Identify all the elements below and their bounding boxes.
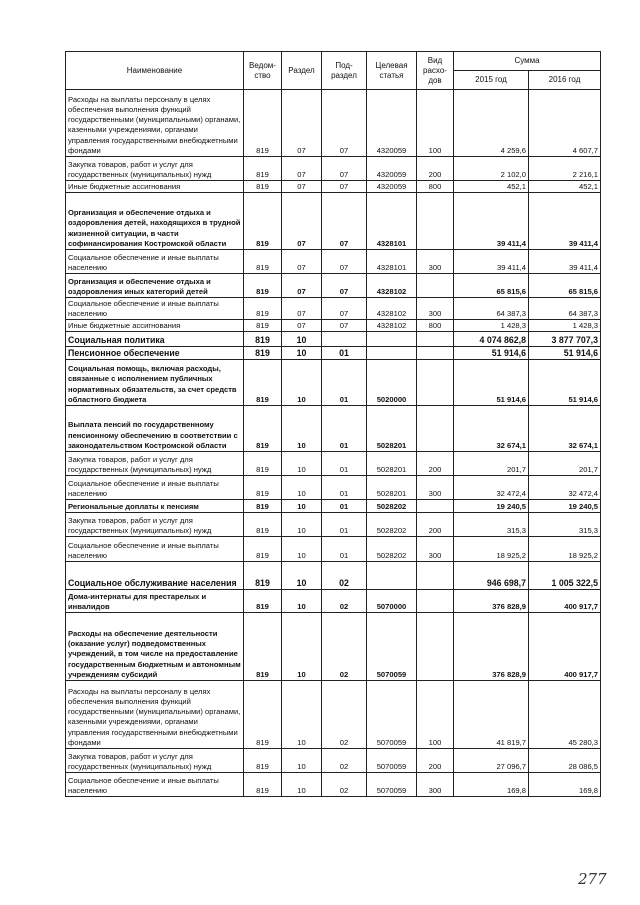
- table-body: [66, 90, 601, 797]
- cell-name: Социальное обеспечение и иные выплаты населению: [66, 250, 244, 274]
- cell-name: Иные бюджетные ассигнования: [66, 320, 244, 332]
- cell-name: Дома-интернаты для престарелых и инвалидов: [66, 590, 244, 613]
- cell-vid-rashodov: [417, 500, 454, 513]
- cell-podrazdel: 07: [322, 298, 367, 320]
- cell-sum-2016: 28 086,5: [529, 749, 601, 773]
- cell-sum-2016: 32 674,1: [529, 406, 601, 452]
- cell-razdel: 10: [282, 452, 322, 476]
- cell-sum-2015: 4 259,6: [454, 90, 529, 157]
- cell-sum-2016: 45 280,3: [529, 681, 601, 749]
- cell-vid-rashodov: [417, 347, 454, 360]
- cell-sum-2015: 41 819,7: [454, 681, 529, 749]
- cell-podrazdel: [322, 332, 367, 347]
- cell-razdel: 10: [282, 513, 322, 537]
- cell-celevaya-statya: 5028201: [367, 406, 417, 452]
- cell-vid-rashodov: [417, 590, 454, 613]
- cell-podrazdel: 02: [322, 773, 367, 797]
- cell-vedomstvo: 819: [244, 320, 282, 332]
- cell-podrazdel: 07: [322, 250, 367, 274]
- cell-razdel: 10: [282, 681, 322, 749]
- table-row: [66, 360, 601, 406]
- cell-razdel: 10: [282, 562, 322, 590]
- header-razdel: Раздел: [282, 52, 322, 90]
- cell-celevaya-statya: 5020000: [367, 360, 417, 406]
- cell-vid-rashodov: 300: [417, 250, 454, 274]
- cell-name: Расходы на выплаты персоналу в целях обеспечения выполнения функций государственными (муниципальными) органами, казенными учреждениями, органами управления государственными внебюджетными фондами: [66, 681, 244, 749]
- cell-razdel: 10: [282, 537, 322, 562]
- cell-podrazdel: 07: [322, 157, 367, 181]
- cell-sum-2015: 169,8: [454, 773, 529, 797]
- cell-name: Социальное обеспечение и иные выплаты населению: [66, 537, 244, 562]
- cell-podrazdel: 07: [322, 181, 367, 193]
- table-row: [66, 476, 601, 500]
- cell-sum-2016: 18 925,2: [529, 537, 601, 562]
- cell-name: Социальная помощь, включая расходы, связанные с исполнением публичных нормативных обязательств, за счет средств областного бюджета: [66, 360, 244, 406]
- cell-sum-2015: 201,7: [454, 452, 529, 476]
- cell-vedomstvo: 819: [244, 681, 282, 749]
- cell-celevaya-statya: 5070059: [367, 613, 417, 681]
- cell-sum-2016: 400 917,7: [529, 590, 601, 613]
- table-row: [66, 406, 601, 452]
- cell-name: Выплата пенсий по государственному пенсионному обеспечению в соответствии с законодательством Костромской области: [66, 406, 244, 452]
- cell-name: Организация и обеспечение отдыха и оздоровления иных категорий детей: [66, 274, 244, 298]
- cell-vid-rashodov: [417, 562, 454, 590]
- cell-vid-rashodov: 800: [417, 181, 454, 193]
- cell-celevaya-statya: 5070059: [367, 681, 417, 749]
- cell-vedomstvo: 819: [244, 590, 282, 613]
- table-row: [66, 250, 601, 274]
- cell-celevaya-statya: 5070059: [367, 773, 417, 797]
- cell-vedomstvo: 819: [244, 193, 282, 250]
- header-vedomstvo: Ведом-ство: [244, 52, 282, 90]
- cell-vedomstvo: 819: [244, 613, 282, 681]
- table-row: [66, 320, 601, 332]
- cell-sum-2016: 400 917,7: [529, 613, 601, 681]
- table-row: [66, 332, 601, 347]
- cell-sum-2015: 65 815,6: [454, 274, 529, 298]
- cell-celevaya-statya: 5070000: [367, 590, 417, 613]
- cell-podrazdel: 02: [322, 749, 367, 773]
- cell-vedomstvo: 819: [244, 513, 282, 537]
- cell-sum-2015: 19 240,5: [454, 500, 529, 513]
- cell-vid-rashodov: 200: [417, 157, 454, 181]
- cell-sum-2015: 376 828,9: [454, 613, 529, 681]
- cell-name: Расходы на обеспечение деятельности (оказание услуг) подведомственных учреждений, в том числе на предоставление государственным бюджетным и автономным учреждениям субсидий: [66, 613, 244, 681]
- cell-celevaya-statya: 4328102: [367, 274, 417, 298]
- cell-razdel: 10: [282, 749, 322, 773]
- table-row: [66, 513, 601, 537]
- cell-razdel: 10: [282, 347, 322, 360]
- cell-sum-2016: 2 216,1: [529, 157, 601, 181]
- cell-sum-2015: 39 411,4: [454, 250, 529, 274]
- cell-podrazdel: 01: [322, 406, 367, 452]
- cell-sum-2016: 65 815,6: [529, 274, 601, 298]
- cell-vedomstvo: 819: [244, 406, 282, 452]
- cell-razdel: 07: [282, 298, 322, 320]
- cell-name: Социальное обеспечение и иные выплаты населению: [66, 476, 244, 500]
- cell-podrazdel: 02: [322, 613, 367, 681]
- cell-razdel: 07: [282, 274, 322, 298]
- cell-vid-rashodov: [417, 613, 454, 681]
- cell-podrazdel: 07: [322, 320, 367, 332]
- cell-sum-2015: 27 096,7: [454, 749, 529, 773]
- cell-vedomstvo: 819: [244, 773, 282, 797]
- cell-razdel: 10: [282, 773, 322, 797]
- cell-podrazdel: 07: [322, 193, 367, 250]
- cell-celevaya-statya: [367, 347, 417, 360]
- cell-sum-2015: 452,1: [454, 181, 529, 193]
- cell-sum-2015: 946 698,7: [454, 562, 529, 590]
- cell-celevaya-statya: 5028201: [367, 452, 417, 476]
- table-row: [66, 193, 601, 250]
- cell-sum-2016: 3 877 707,3: [529, 332, 601, 347]
- cell-podrazdel: 01: [322, 360, 367, 406]
- cell-vedomstvo: 819: [244, 500, 282, 513]
- cell-sum-2016: 39 411,4: [529, 250, 601, 274]
- cell-celevaya-statya: 4320059: [367, 181, 417, 193]
- cell-name: Социальная политика: [66, 332, 244, 347]
- page-number: 277: [578, 870, 607, 888]
- cell-celevaya-statya: 5028201: [367, 476, 417, 500]
- cell-razdel: 10: [282, 476, 322, 500]
- cell-vedomstvo: 819: [244, 452, 282, 476]
- cell-sum-2015: 39 411,4: [454, 193, 529, 250]
- table-row: [66, 157, 601, 181]
- table-row: [66, 347, 601, 360]
- cell-podrazdel: 01: [322, 500, 367, 513]
- cell-vedomstvo: 819: [244, 562, 282, 590]
- cell-celevaya-statya: [367, 332, 417, 347]
- cell-sum-2016: 4 607,7: [529, 90, 601, 157]
- cell-podrazdel: 01: [322, 476, 367, 500]
- cell-vid-rashodov: [417, 274, 454, 298]
- cell-razdel: 07: [282, 90, 322, 157]
- cell-sum-2015: 376 828,9: [454, 590, 529, 613]
- cell-podrazdel: 07: [322, 274, 367, 298]
- header-2016: 2016 год: [529, 71, 601, 90]
- cell-name: Социальное обеспечение и иные выплаты населению: [66, 773, 244, 797]
- cell-name: Социальное обслуживание населения: [66, 562, 244, 590]
- table-row: [66, 773, 601, 797]
- cell-podrazdel: 01: [322, 452, 367, 476]
- cell-vid-rashodov: 100: [417, 681, 454, 749]
- header-summa: Сумма: [454, 52, 601, 71]
- cell-celevaya-statya: 4328102: [367, 320, 417, 332]
- cell-name: Закупка товаров, работ и услуг для государственных (муниципальных) нужд: [66, 513, 244, 537]
- cell-name: Региональные доплаты к пенсиям: [66, 500, 244, 513]
- cell-vedomstvo: 819: [244, 360, 282, 406]
- cell-razdel: 07: [282, 193, 322, 250]
- cell-sum-2016: 201,7: [529, 452, 601, 476]
- cell-vedomstvo: 819: [244, 537, 282, 562]
- cell-vid-rashodov: [417, 360, 454, 406]
- cell-vid-rashodov: [417, 332, 454, 347]
- cell-podrazdel: 07: [322, 90, 367, 157]
- header-celevaya: Целевая статья: [367, 52, 417, 90]
- cell-sum-2016: 452,1: [529, 181, 601, 193]
- cell-vedomstvo: 819: [244, 476, 282, 500]
- table-row: [66, 537, 601, 562]
- cell-sum-2016: 64 387,3: [529, 298, 601, 320]
- cell-name: Социальное обеспечение и иные выплаты населению: [66, 298, 244, 320]
- cell-celevaya-statya: 4320059: [367, 90, 417, 157]
- cell-vid-rashodov: 300: [417, 537, 454, 562]
- cell-sum-2016: 1 005 322,5: [529, 562, 601, 590]
- cell-name: Закупка товаров, работ и услуг для государственных (муниципальных) нужд: [66, 157, 244, 181]
- cell-vid-rashodov: 100: [417, 90, 454, 157]
- table-row: [66, 452, 601, 476]
- cell-sum-2016: 19 240,5: [529, 500, 601, 513]
- cell-vid-rashodov: 200: [417, 452, 454, 476]
- cell-sum-2015: 64 387,3: [454, 298, 529, 320]
- cell-name: Расходы на выплаты персоналу в целях обеспечения выполнения функций государственными (муниципальными) органами, казенными учреждениями, органами управления государственными внебюджетными фондами: [66, 90, 244, 157]
- cell-razdel: 10: [282, 590, 322, 613]
- cell-podrazdel: 02: [322, 590, 367, 613]
- budget-table: [65, 51, 601, 797]
- header-2015: 2015 год: [454, 71, 529, 90]
- cell-sum-2016: 32 472,4: [529, 476, 601, 500]
- cell-sum-2015: 4 074 862,8: [454, 332, 529, 347]
- header-name: Наименование: [66, 52, 244, 90]
- cell-vid-rashodov: 200: [417, 513, 454, 537]
- cell-name: Закупка товаров, работ и услуг для государственных (муниципальных) нужд: [66, 452, 244, 476]
- cell-razdel: 10: [282, 406, 322, 452]
- cell-razdel: 07: [282, 181, 322, 193]
- cell-sum-2015: 32 674,1: [454, 406, 529, 452]
- cell-celevaya-statya: 4320059: [367, 157, 417, 181]
- cell-sum-2015: 51 914,6: [454, 360, 529, 406]
- cell-name: Пенсионное обеспечение: [66, 347, 244, 360]
- cell-celevaya-statya: 4328102: [367, 298, 417, 320]
- cell-vid-rashodov: 300: [417, 476, 454, 500]
- table-row: [66, 613, 601, 681]
- cell-sum-2016: 39 411,4: [529, 193, 601, 250]
- table-row: [66, 590, 601, 613]
- table-row: [66, 681, 601, 749]
- cell-vedomstvo: 819: [244, 274, 282, 298]
- cell-podrazdel: 02: [322, 562, 367, 590]
- cell-sum-2015: 51 914,6: [454, 347, 529, 360]
- cell-vedomstvo: 819: [244, 347, 282, 360]
- cell-razdel: 10: [282, 360, 322, 406]
- cell-razdel: 10: [282, 332, 322, 347]
- cell-sum-2015: 2 102,0: [454, 157, 529, 181]
- cell-sum-2016: 51 914,6: [529, 347, 601, 360]
- cell-podrazdel: 01: [322, 537, 367, 562]
- cell-celevaya-statya: 5028202: [367, 500, 417, 513]
- cell-razdel: 10: [282, 613, 322, 681]
- cell-celevaya-statya: 5070059: [367, 749, 417, 773]
- cell-sum-2015: 315,3: [454, 513, 529, 537]
- cell-podrazdel: 01: [322, 347, 367, 360]
- cell-name: Иные бюджетные ассигнования: [66, 181, 244, 193]
- header-vid: Вид расхо-дов: [417, 52, 454, 90]
- cell-razdel: 07: [282, 250, 322, 274]
- cell-razdel: 07: [282, 157, 322, 181]
- cell-sum-2015: 32 472,4: [454, 476, 529, 500]
- table-row: [66, 562, 601, 590]
- cell-sum-2016: 1 428,3: [529, 320, 601, 332]
- cell-sum-2016: 315,3: [529, 513, 601, 537]
- cell-vid-rashodov: 800: [417, 320, 454, 332]
- cell-razdel: 10: [282, 500, 322, 513]
- table-row: [66, 274, 601, 298]
- cell-vid-rashodov: 300: [417, 773, 454, 797]
- cell-vedomstvo: 819: [244, 749, 282, 773]
- table-row: [66, 500, 601, 513]
- cell-vedomstvo: 819: [244, 181, 282, 193]
- cell-sum-2016: 169,8: [529, 773, 601, 797]
- cell-vedomstvo: 819: [244, 90, 282, 157]
- cell-celevaya-statya: 5028202: [367, 513, 417, 537]
- cell-celevaya-statya: [367, 562, 417, 590]
- cell-razdel: 07: [282, 320, 322, 332]
- cell-vid-rashodov: [417, 406, 454, 452]
- table-row: [66, 181, 601, 193]
- table-row: [66, 90, 601, 157]
- cell-celevaya-statya: 5028202: [367, 537, 417, 562]
- table-row: [66, 749, 601, 773]
- cell-vid-rashodov: [417, 193, 454, 250]
- cell-vedomstvo: 819: [244, 298, 282, 320]
- cell-podrazdel: 02: [322, 681, 367, 749]
- cell-name: Организация и обеспечение отдыха и оздоровления детей, находящихся в трудной жизненной ситуации, в части софинансирования Костромской области: [66, 193, 244, 250]
- cell-sum-2015: 1 428,3: [454, 320, 529, 332]
- cell-sum-2015: 18 925,2: [454, 537, 529, 562]
- cell-vid-rashodov: 300: [417, 298, 454, 320]
- cell-vedomstvo: 819: [244, 157, 282, 181]
- cell-vedomstvo: 819: [244, 332, 282, 347]
- cell-sum-2016: 51 914,6: [529, 360, 601, 406]
- table-row: [66, 298, 601, 320]
- cell-podrazdel: 01: [322, 513, 367, 537]
- header-podrazdel: Под-раздел: [322, 52, 367, 90]
- cell-name: Закупка товаров, работ и услуг для государственных (муниципальных) нужд: [66, 749, 244, 773]
- cell-celevaya-statya: 4328101: [367, 250, 417, 274]
- cell-celevaya-statya: 4328101: [367, 193, 417, 250]
- cell-vid-rashodov: 200: [417, 749, 454, 773]
- cell-vedomstvo: 819: [244, 250, 282, 274]
